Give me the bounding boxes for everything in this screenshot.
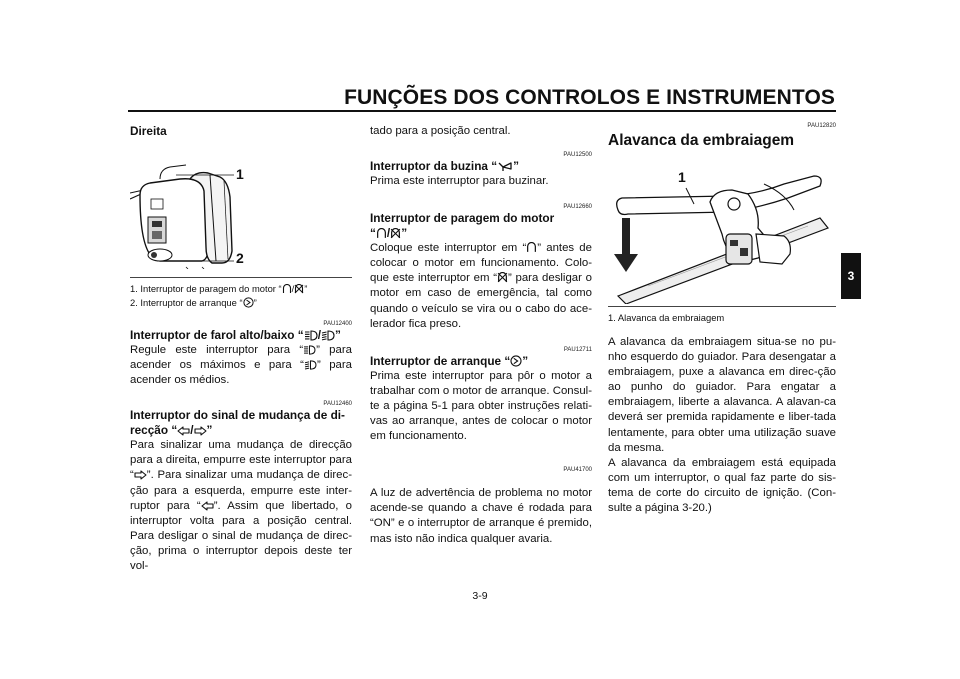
- clutch-body-2: A alavanca da embraiagem está equipada com um interruptor, o qual faz parte do sis-tema de corte do circuito de ignição. (Con-sulte a página 3-20.): [608, 456, 836, 515]
- engine-stop-icon: [497, 272, 508, 283]
- turn-left-icon: [177, 426, 190, 436]
- engine-stop-icon: [294, 284, 304, 294]
- caption-1: 1. Interruptor de paragem do motor “ / ”: [130, 283, 308, 294]
- clutch-body-1: A alavanca da embraiagem situa-se no pu-nho esquerdo do guiador. Para desengatar a embraiagem, puxe a alavanca em direc-ção ao punho do guiador. Para engatar a embraiagem, liberte a alavanca. A alavan-ca deverá ser premida rapidamente e liber-tada lentamente, para obter uma utilização suave da mesma.: [608, 336, 836, 454]
- figure-callout-1: 1: [236, 166, 244, 182]
- heading-engine-stop: Interruptor de paragem do motor “ / ”: [370, 211, 555, 241]
- section-code: PAU41700: [563, 467, 592, 474]
- turn-signal-body: Para sinalizar uma mudança de direcção para a direita, empurre este interruptor para “ ”. Para sinalizar uma mudança de direc-ção para a esquerda, empurre este inter-ruptor para “ ”. Assim que libertado, o interruptor volta para a posição central. Para desligar o sinal de mudança de direc-ção, prima o interruptor depois deste ter vol-: [130, 439, 352, 573]
- right-handlebar-figure: [130, 139, 352, 269]
- clutch-caption: 1. Alavanca da embraiagem: [608, 306, 836, 325]
- warning-light-body: A luz de advertência de problema no motor acende-se quando a chave é rodada para “ON” e o interruptor de arranque é premido, mas isto não indica qualquer avaria.: [370, 487, 592, 545]
- heading-horn: Interruptor da buzina “ ”: [370, 159, 520, 174]
- horn-body: Prima este interruptor para buzinar.: [370, 175, 549, 188]
- figure-callout-1: 1: [678, 169, 686, 185]
- section-code: PAU12400: [323, 321, 352, 327]
- turn-left-icon: [201, 501, 214, 511]
- start-button-icon: [243, 297, 254, 308]
- continuation-text: tado para a posição central.: [370, 125, 511, 137]
- caption-2: 2. Interruptor de arranque “ ”: [130, 297, 257, 308]
- engine-stop-icon: [390, 228, 401, 239]
- horn-icon: [497, 161, 513, 172]
- clutch-lever-figure: [608, 154, 836, 304]
- heading-turn-signal: Interruptor do sinal de mudança de di- recção “ / ”: [130, 408, 345, 438]
- figure-captions: [130, 277, 352, 310]
- turn-right-icon: [134, 470, 147, 480]
- turn-right-icon: [194, 426, 207, 436]
- column-left: [130, 118, 352, 574]
- chapter-tab: 3: [841, 253, 861, 299]
- section-code: PAU12460: [323, 401, 352, 408]
- high-beam-icon: [303, 345, 316, 355]
- section-code: PAU12820: [807, 123, 836, 129]
- figure-callout-2: 2: [236, 250, 244, 266]
- section-title-right: Direita: [130, 124, 167, 138]
- engine-run-icon: [376, 228, 387, 239]
- heading-start-switch: Interruptor de arranque “ ”: [370, 353, 529, 368]
- heading-high-low-beam: Interruptor de farol alto/baixo “ / ”: [130, 328, 341, 342]
- engine-run-icon: [282, 284, 292, 294]
- section-code: PAU12711: [563, 346, 592, 353]
- section-title-clutch: Alavanca da embraiagem: [608, 132, 795, 149]
- section-code: PAU12500: [563, 152, 592, 159]
- start-switch-body: Prima este interruptor para pôr o motor a trabalhar com o motor de arranque. Consul-te a página 5-1 para obter instruções relati-vas ao arranque, antes de colocar o motor em funcionamento.: [370, 369, 592, 443]
- column-right: [608, 118, 836, 516]
- engine-run-icon: [526, 242, 537, 253]
- high-beam-icon: [304, 330, 318, 341]
- low-beam-icon: [321, 330, 335, 341]
- start-button-icon: [510, 355, 522, 367]
- low-beam-icon: [304, 360, 317, 370]
- header-rule: [128, 110, 836, 112]
- page-header-title: FUNÇÕES DOS CONTROLOS E INSTRUMENTOS: [344, 86, 835, 109]
- engine-stop-body: Coloque este interruptor em “ ” antes de colocar o motor em funcionamento. Colo-que este interruptor em “ ” para desligar o motor em caso de emergência, tal como quando o veículo se vira ou o cabo do ace-lerador fica preso.: [370, 242, 592, 330]
- section-code: PAU12660: [563, 204, 592, 211]
- column-middle: [370, 118, 592, 547]
- high-low-beam-body: Regule este interruptor para “ ” para acender os máximos e para “ ” para acender os médios.: [130, 344, 352, 387]
- page-number: 3-9: [472, 590, 488, 602]
- clutch-lever-illustration: [608, 154, 836, 304]
